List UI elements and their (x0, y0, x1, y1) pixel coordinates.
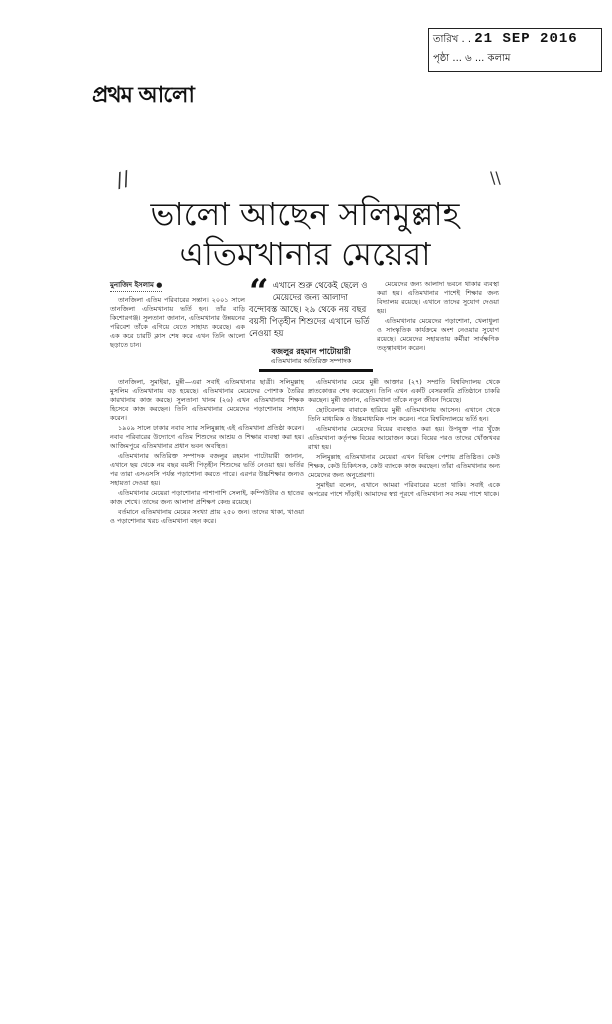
stamp-page-label: পৃষ্ঠা (433, 53, 450, 64)
pull-quote-block (249, 272, 373, 372)
article-column-2 (377, 280, 499, 354)
byline: মুনাজিদ ইসলাম ● (110, 280, 162, 292)
article (110, 194, 500, 527)
paragraph: তানজিলা, সুমাইয়া, মুন্নী—এরা সবাই এতিমখানার ছাত্রী। সলিমুল্লাহ মুসলিম এতিমখানায় বড় হয়েছে। এতিমখানার মেয়েদের পোশাক তৈরির কারখানায় কাজ করছে। সুলতানা খানম (২৬) এখন এতিমখানায় শিক্ষক হিসেবে কাজ করছেন। তিনি এতিমখানার মেয়েদের পড়াশোনায় সাহায্য করেন। (110, 378, 304, 422)
pull-quote (249, 272, 373, 340)
paragraph: এতিমখানার মেয়ে মুন্নী আক্তার (২৭) সম্প্রতি বিশ্ববিদ্যালয় থেকে স্নাতকোত্তর শেষ করেছেন। তিনি এখন একটি বেসরকারি প্রতিষ্ঠানে চাকরি করছেন। মুন্নী জানান, এতিমখানা তাঁকে নতুন জীবন দিয়েছে। (308, 378, 500, 404)
quote-icon: “ (249, 272, 269, 312)
paragraph: এতিমখানার মেয়েরা পড়াশোনার পাশাপাশি সেলাই, কম্পিউটার ও হাতের কাজ শেখে। তাদের জন্য আলাদা প্রশিক্ষণ কেন্দ্র রয়েছে। (110, 489, 304, 506)
paragraph: এতিমখানার মেয়েদের পড়াশোনা, খেলাধুলা ও সাংস্কৃতিক কার্যক্রমে অংশ নেওয়ার সুযোগ রয়েছে। মেয়েদের সহায়তায় কর্মীরা সার্বক্ষণিক তত্ত্বাবধান করেন। (377, 317, 499, 352)
paragraph: এতিমখানার অতিরিক্ত সম্পাদক বজলুর রহমান পাটোয়ারী জানান, এখানে ছয় থেকে নয় বছর বয়সী পিতৃহীন শিশুদের ভর্তি নেওয়া হয়। ভর্তির পর তারা এসএসসি পর্যন্ত পড়াশোনা করতে পারে। এরপর উচ্চশিক্ষার জন্যও সহায়তা দেওয়া হয়। (110, 452, 304, 487)
article-bottom-row (110, 378, 500, 527)
quote-mark: \\ (490, 168, 501, 187)
paragraph: ছোটবেলায় বাবাকে হারিয়ে মুন্নী এতিমখানায় আসেন। এখানে থেকে তিনি মাধ্যমিক ও উচ্চমাধ্যমিক পাস করেন। পরে বিশ্ববিদ্যালয়ে ভর্তি হন। (308, 406, 500, 423)
headline-line-1: ভালো আছেন সলিমুল্লাহ (150, 195, 460, 233)
paragraph: সলিমুল্লাহ এতিমখানার মেয়েরা এখন বিভিন্ন পেশায় প্রতিষ্ঠিত। কেউ শিক্ষক, কেউ চিকিৎসক, কেউ ব্যাংকে কাজ করছেন। তাঁরা এতিমখানার অন্য মেয়েদের জন্য অনুপ্রেরণা। (308, 453, 500, 479)
paragraph: বর্তমানে এতিমখানায় মেয়ের সংখ্যা প্রায় ২৫০ জন। তাদের থাকা, খাওয়া ও পড়াশোনার খরচ এতিমখানা বহন করে। (110, 508, 304, 525)
stamp-date-row: তারিখ . . 21 SEP 2016 (433, 31, 578, 47)
archive-stamp (428, 28, 602, 72)
article-column-4 (308, 378, 500, 500)
stamp-page-row: পৃষ্ঠা ... ৬ ... কলাম (433, 53, 511, 64)
slash-mark: // (113, 165, 133, 193)
stamp-column-label: কলাম (487, 53, 511, 64)
quote-author: বজলুর রহমান পাটোয়ারী (271, 347, 351, 356)
article-column-3 (110, 378, 304, 527)
quote-attribution (249, 346, 373, 366)
paragraph: মেয়েদের জন্য আলাদা ভবনে থাকার ব্যবস্থা করা হয়। এতিমখানার পাশেই শিক্ষার জন্য বিদ্যালয় রয়েছে। এখানে তাদের সুযোগ দেওয়া হয়। (377, 280, 499, 315)
stamp-date-value: 21 SEP 2016 (474, 31, 578, 47)
quote-author-role: এতিমখানার অতিরিক্ত সম্পাদক (270, 357, 352, 365)
paragraph: এতিমখানার মেয়েদের বিয়ের ব্যবস্থাও করা হয়। উপযুক্ত পাত্র খুঁজে এতিমখানা কর্তৃপক্ষ বিয়ের আয়োজন করে। বিয়ের পরও তাদের খোঁজখবর রাখা হয়। (308, 425, 500, 451)
stamp-date-label: তারিখ (433, 34, 459, 45)
divider (259, 369, 373, 372)
pull-quote-text: এখানে শুরু থেকেই ছেলে ও মেয়েদের জন্য আলাদা বন্দোবস্ত আছে। ২৯ থেকে নয় বছর বয়সী পিতৃহীন শিশুদের এখানে ভর্তি নেওয়া হয় (249, 281, 370, 339)
stamp-page-value: ৬ (465, 53, 472, 64)
paragraph: ১৯০৯ সালে ঢাকার নবাব স্যার সলিমুল্লাহ এই এতিমখানা প্রতিষ্ঠা করেন। নবাব পরিবারের উদ্যোগে এতিম শিশুদের আশ্রয় ও শিক্ষার ব্যবস্থা করা হয়। আজিমপুরে এতিমখানার প্রধান ভবন অবস্থিত। (110, 424, 304, 450)
headline-line-2: এতিমখানার মেয়েরা (179, 235, 431, 273)
paragraph: তানজিলা এতিম পরিবারের সন্তান। ২০০১ সালে তানজিলা এতিমখানায় ভর্তি হন। তাঁর বাড়ি কিশোরগঞ্জ। সুলতানা জানান, এতিমখানার উন্নয়নের পরিবেশ তাঁকে এগিয়ে যেতে সাহায্য করেছে। এক এক করে চারটি ক্লাস শেষ করে এখন তিনি আলো ছড়াতে চান। (110, 296, 245, 349)
newspaper-logo: প্রথম আলো (92, 83, 194, 108)
paragraph: সুমাইয়া বলেন, এখানে আমরা পরিবারের মতো থাকি। সবাই একে অপরের পাশে দাঁড়াই। আমাদের স্বপ্ন পূরণে এতিমখানা সব সময় পাশে থাকে। (308, 481, 500, 498)
article-column-1 (110, 280, 245, 351)
article-top-row (110, 272, 500, 372)
